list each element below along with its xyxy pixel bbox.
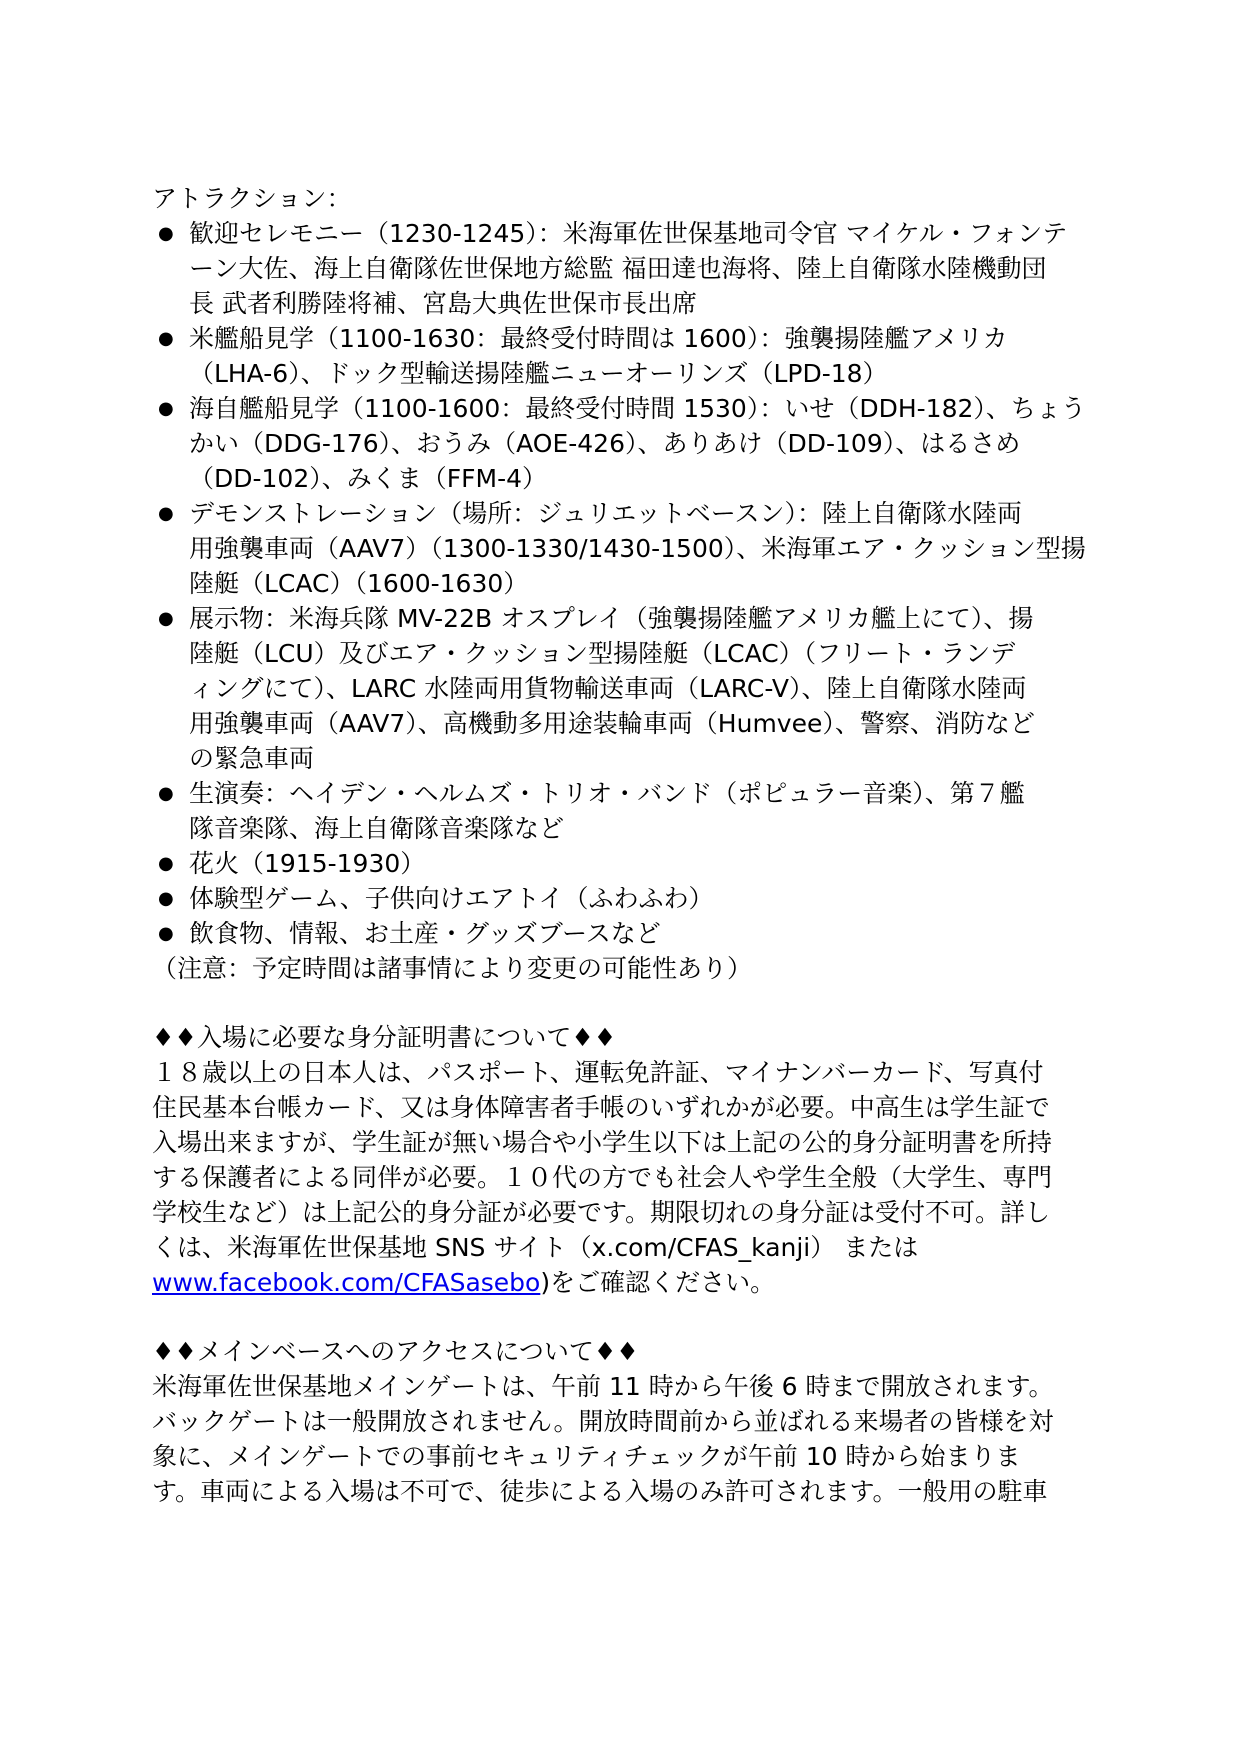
facebook-link[interactable]: www.facebook.com/CFASasebo — [152, 1268, 541, 1297]
id-section-heading: ♦♦入場に必要な身分証明書について♦♦ — [152, 1023, 617, 1052]
access-section-body: 米海軍佐世保基地メインゲートは、午前 11 時から午後 6 時まで開放されます。 バックゲートは一般開放されません。開放時間前から並ばれる来場者の皆様を対 象に、メインゲートでの事前セキュリティチェックが午前 10 時から始まりま す。車両による入場は不可で、徒歩による入場のみ許可されます。一般用の駐車 — [152, 1372, 1054, 1506]
bullet-icon: ● — [158, 398, 174, 419]
bullet-icon: ● — [158, 853, 174, 874]
bullet-icon: ● — [158, 888, 174, 909]
bullet-icon: ● — [158, 923, 174, 944]
attraction-item-ceremony: ● 歓迎セレモニー（1230-1245）：米海軍佐世保基地司令官 マイケル・フォンテ ーン大佐、海上自衛隊佐世保地方総監 福田達也海将、陸上自衛隊水陸機動団 長 武者利勝陸将補、宮島大典佐世保市長出席 — [152, 216, 1122, 321]
bullet-icon: ● — [158, 783, 174, 804]
id-section-body: １８歳以上の日本人は、パスポート、運転免許証、マイナンバーカード、写真付 住民基本台帳カード、又は身体障害者手帳のいずれかが必要。中高生は学生証で 入場出来ますが、学生証が無い場合や小学生以下は上記の公的身分証明書を所持 する保護者による同伴が必要。１０代の方でも社会人や学生全般（大学生、専門 学校生など）は上記公的身分証が必要です。期限切れの身分証は受付不可。詳し くは、米海軍佐世保基地 SNS サイト（x.com/CFAS_kanji） または www.facebook.com/CFASasebo)をご確認ください。 — [152, 1058, 1053, 1297]
attraction-item-games: ● 体験型ゲーム、子供向けエアトイ（ふわふわ） — [152, 881, 1122, 916]
bullet-icon: ● — [158, 328, 174, 349]
access-section-heading: ♦♦メインベースへのアクセスについて♦♦ — [152, 1337, 639, 1366]
document-page — [152, 181, 1122, 1509]
attraction-item-live-music: ● 生演奏：ヘイデン・ヘルムズ・トリオ・バンド（ポピュラー音楽）、第７艦 隊音楽隊、海上自衛隊音楽隊など — [152, 776, 1122, 846]
attraction-item-booths: ● 飲食物、情報、お土産・グッズブースなど — [152, 916, 1122, 951]
attractions-list — [152, 216, 1122, 951]
attractions-heading: アトラクション： — [152, 184, 352, 213]
bullet-icon: ● — [158, 503, 174, 524]
bullet-icon: ● — [158, 223, 174, 244]
attraction-item-us-ship-tour: ● 米艦船見学（1100-1630：最終受付時間は 1600）：強襲揚陸艦アメリカ （LHA-6）、ドック型輸送揚陸艦ニューオーリンズ（LPD-18） — [152, 321, 1122, 391]
attraction-item-jmsdf-ship-tour: ● 海自艦船見学（1100-1600：最終受付時間 1530）：いせ（DDH-182）、ちょう かい（DDG-176）、おうみ（AOE-426）、ありあけ（DD-109）、はるさめ （DD-102）、みくま（FFM-4） — [152, 391, 1122, 496]
schedule-note: （注意：予定時間は諸事情により変更の可能性あり） — [152, 954, 753, 983]
attraction-item-fireworks: ● 花火（1915-1930） — [152, 846, 1122, 881]
attraction-item-demonstration: ● デモンストレーション（場所：ジュリエットベースン）：陸上自衛隊水陸両 用強襲車両（AAV7）（1300-1330/1430-1500）、米海軍エア・クッション型揚 陸艇（LCAC）（1600-1630） — [152, 496, 1122, 601]
attraction-item-exhibits: ● 展示物：米海兵隊 MV-22B オスプレイ（強襲揚陸艦アメリカ艦上にて）、揚 陸艇（LCU）及びエア・クッション型揚陸艇（LCAC）（フリート・ランデ ィングにて）、LARC 水陸両用貨物輸送車両（LARC-V）、陸上自衛隊水陸両 用強襲車両（AAV7）、高機動多用途装輪車両（Humvee）、警察、消防など の緊急車両 — [152, 601, 1122, 776]
bullet-icon: ● — [158, 608, 174, 629]
